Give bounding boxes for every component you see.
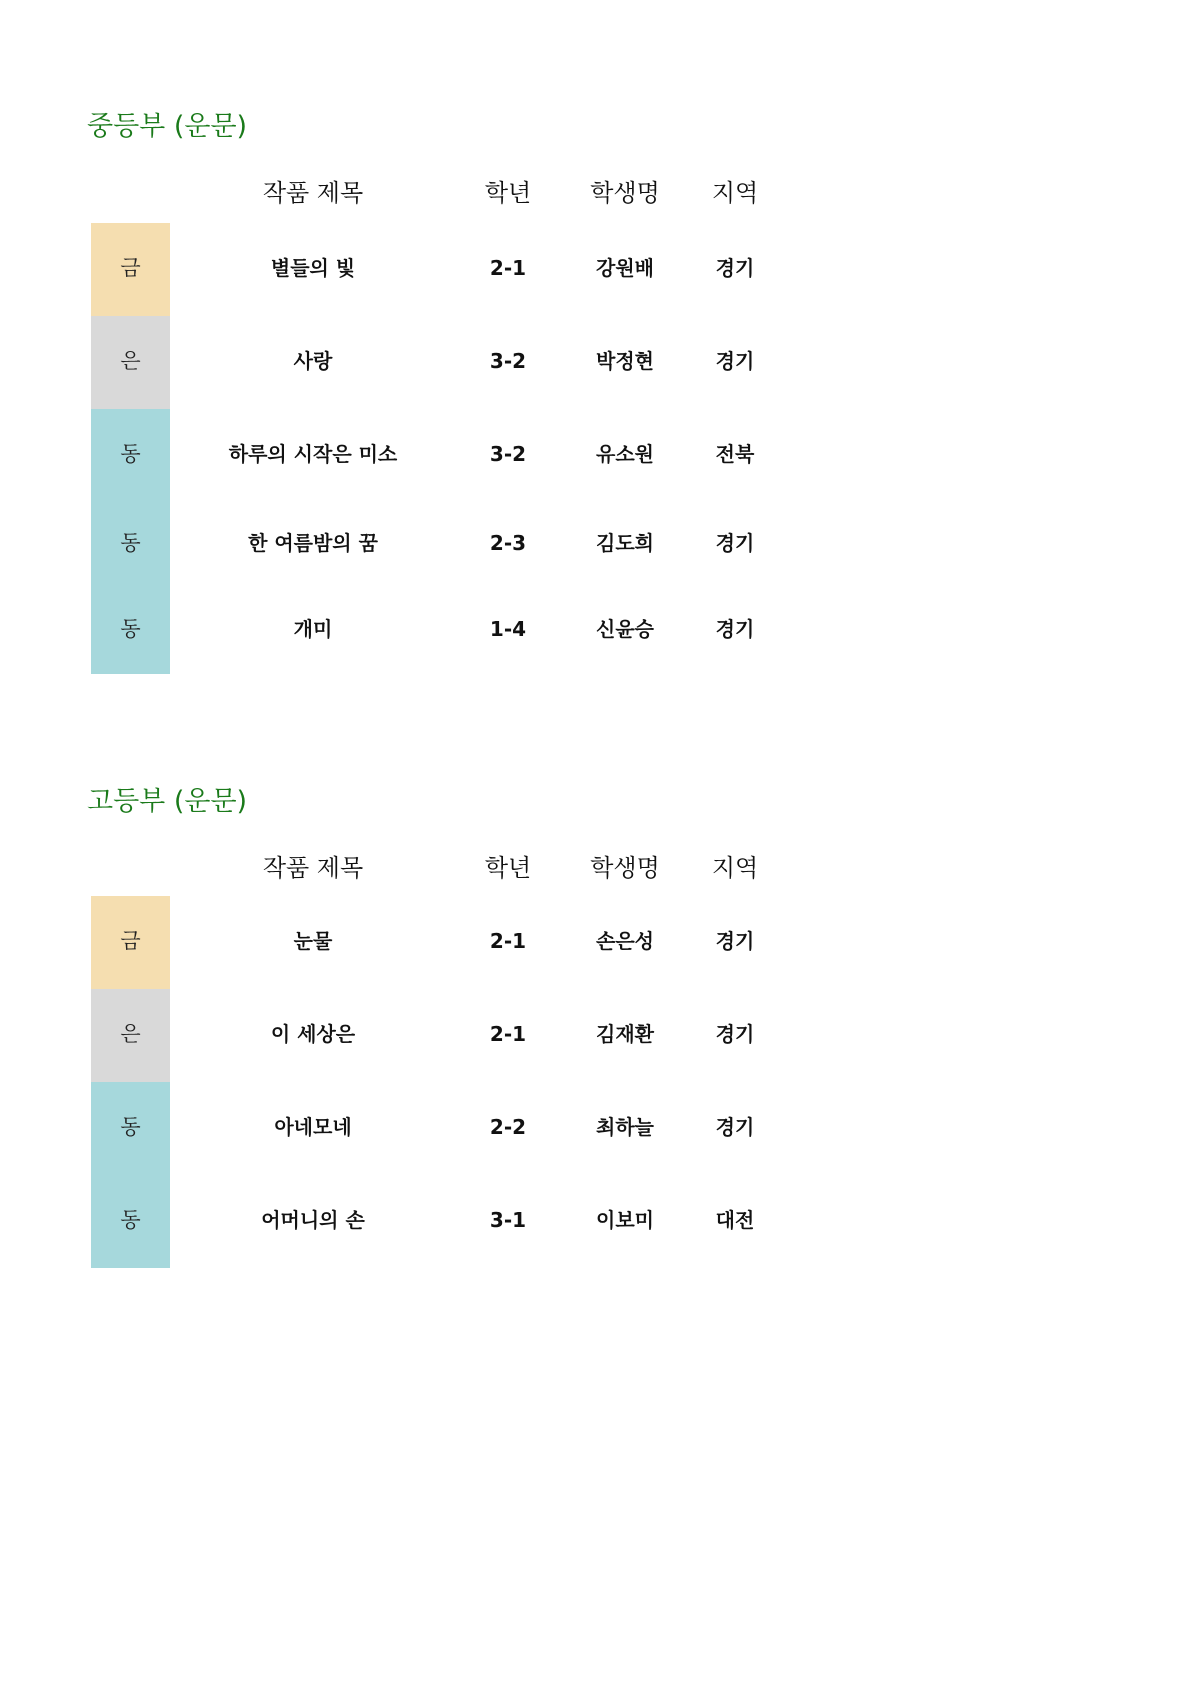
table-header [0,851,1200,885]
table-row [0,316,1200,409]
grade: 2-3 [489,531,527,555]
work-title: 이 세상은 [270,1022,356,1046]
region: 대전 [715,1208,755,1232]
award-badge: 금 [91,223,170,316]
header-name: 학생명 [590,179,660,207]
table-row [0,1082,1200,1175]
header-name: 학생명 [590,854,660,882]
student-name: 강원배 [596,256,654,280]
table-row [0,588,1200,674]
section-title: 중등부 (운문) [87,111,248,142]
work-title: 하루의 시작은 미소 [228,442,398,466]
grade: 3-2 [489,442,527,466]
award-badge: 동 [91,1175,170,1268]
work-title: 눈물 [293,929,333,953]
student-name: 신윤승 [596,617,654,641]
student-name: 최하늘 [596,1115,654,1139]
work-title: 개미 [293,617,333,641]
grade: 3-1 [489,1208,527,1232]
grade: 2-1 [489,1022,527,1046]
student-name: 유소원 [596,442,654,466]
table-row [0,1175,1200,1268]
section-title: 고등부 (운문) [87,786,248,817]
work-title: 사랑 [293,349,333,373]
grade: 3-2 [489,349,527,373]
grade: 2-1 [489,256,527,280]
region: 경기 [715,256,755,280]
grade: 1-4 [489,617,527,641]
work-title: 별들의 빛 [270,256,356,280]
table-row [0,409,1200,502]
student-name: 박정현 [596,349,654,373]
header-region: 지역 [711,854,759,882]
header-grade: 학년 [484,854,532,882]
work-title: 한 여름밤의 꿈 [248,531,378,555]
award-badge: 은 [91,316,170,409]
work-title: 아네모네 [274,1115,352,1139]
table-row [0,502,1200,588]
region: 전북 [715,442,755,466]
region: 경기 [715,1022,755,1046]
region: 경기 [715,617,755,641]
award-badge: 동 [91,588,170,674]
award-badge: 금 [91,896,170,989]
region: 경기 [715,1115,755,1139]
award-badge: 동 [91,409,170,502]
award-badge: 은 [91,989,170,1082]
student-name: 김재환 [596,1022,654,1046]
award-badge: 동 [91,502,170,588]
header-title: 작품 제목 [262,179,364,207]
student-name: 김도희 [596,531,654,555]
student-name: 이보미 [596,1208,654,1232]
header-grade: 학년 [484,179,532,207]
grade: 2-1 [489,929,527,953]
table-row [0,989,1200,1082]
award-badge: 동 [91,1082,170,1175]
region: 경기 [715,929,755,953]
header-title: 작품 제목 [262,854,364,882]
header-region: 지역 [711,179,759,207]
region: 경기 [715,349,755,373]
region: 경기 [715,531,755,555]
table-header [0,176,1200,210]
table-row [0,896,1200,989]
student-name: 손은성 [596,929,654,953]
grade: 2-2 [489,1115,527,1139]
table-row [0,223,1200,316]
work-title: 어머니의 손 [261,1208,365,1232]
